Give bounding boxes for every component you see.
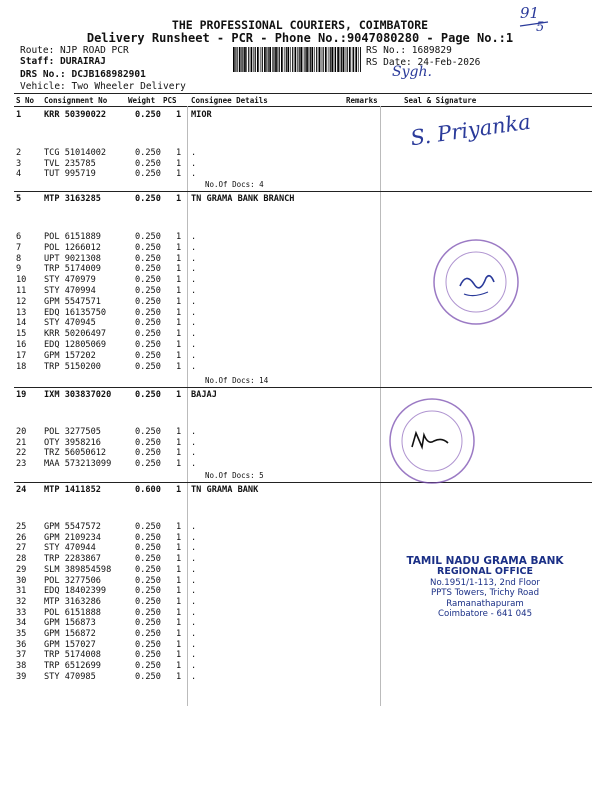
- bank-stamp-address: PPTS Towers, Trichy Road: [430, 588, 540, 598]
- handwritten-initials: Sygh.: [392, 64, 432, 80]
- route-text: Route: NJP ROAD PCR: [20, 45, 129, 56]
- cell-weight: 0.250: [135, 264, 161, 275]
- cell-pcs: 1: [176, 253, 182, 264]
- barcode-image: [233, 47, 361, 72]
- cell-weight: 0.250: [135, 232, 161, 242]
- cell-consignee: .: [191, 264, 197, 275]
- cell-weight: 0.250: [135, 629, 161, 639]
- cell-pcs: 1: [176, 286, 182, 296]
- cell-consignee: .: [191, 286, 197, 296]
- cell-weight: 0.250: [135, 253, 161, 264]
- cell-consignment: KRR 50206497: [44, 329, 107, 340]
- cell-sno: 22: [16, 448, 27, 459]
- cell-consignment: MAA 573213099: [44, 459, 112, 470]
- cell-weight: 0.250: [135, 307, 161, 318]
- cell-consignee: .: [191, 361, 197, 372]
- cell-weight: 0.250: [135, 361, 161, 372]
- cell-consignment: STY 470945: [44, 318, 96, 329]
- cell-sno: 38: [16, 661, 27, 672]
- cell-sno: 8: [16, 253, 22, 264]
- cell-sno: 2: [16, 148, 22, 158]
- cell-pcs: 1: [176, 564, 182, 575]
- cell-consignee: .: [191, 639, 197, 650]
- cell-pcs: 1: [176, 350, 182, 361]
- cell-sno: 13: [16, 307, 27, 318]
- cell-weight: 0.250: [135, 459, 161, 470]
- cell-consignment: POL 6151888: [44, 607, 101, 618]
- cell-consignee: .: [191, 671, 197, 682]
- cell-consignment: TRP 2283867: [44, 554, 101, 565]
- drs-text: DRS No.: DCJB168982901: [20, 69, 146, 80]
- runsheet-title: Delivery Runsheet - PCR - Phone No.:9047080280 - Page No.:1: [86, 31, 514, 45]
- cell-consignment: GPM 2109234: [44, 532, 101, 543]
- col-weight: Weight: [128, 96, 156, 105]
- cell-weight: 0.250: [135, 158, 161, 169]
- cell-pcs: 1: [176, 661, 182, 672]
- cell-consignee: .: [191, 618, 197, 629]
- cell-weight: 0.250: [135, 286, 161, 296]
- cell-pcs: 1: [176, 169, 182, 179]
- cell-sno: 30: [16, 575, 27, 586]
- cell-consignment: TRZ 56050612: [44, 448, 107, 459]
- cell-sno: 29: [16, 564, 27, 575]
- col-seal: Seal & Signature: [404, 96, 477, 105]
- cell-consignee: .: [191, 564, 197, 575]
- cell-weight: 0.250: [135, 671, 161, 682]
- cell-consignment: TRP 5174009: [44, 264, 101, 275]
- cell-consignee: MIOR: [191, 110, 212, 120]
- col-consignment: Consignment No: [44, 96, 108, 105]
- cell-consignee: .: [191, 448, 197, 459]
- cell-weight: 0.250: [135, 329, 161, 340]
- cell-consignment: IXM 303837020: [44, 390, 112, 400]
- round-seal-stamp: [386, 395, 478, 487]
- cell-sno: 35: [16, 629, 27, 639]
- rs-number: RS No.: 1689829: [366, 45, 452, 56]
- staff-text: Staff: DURAIRAJ: [20, 56, 106, 67]
- cell-weight: 0.250: [135, 596, 161, 607]
- cell-pcs: 1: [176, 650, 182, 661]
- cell-consignee: .: [191, 169, 197, 179]
- cell-pcs: 1: [176, 671, 182, 682]
- cell-consignment: TRP 6512699: [44, 661, 101, 672]
- cell-weight: 0.250: [135, 586, 161, 597]
- header-bottom-rule: [14, 106, 592, 107]
- bank-stamp-office: REGIONAL OFFICE: [437, 566, 533, 577]
- cell-sno: 12: [16, 296, 27, 307]
- cell-sno: 19: [16, 390, 27, 400]
- cell-consignee: .: [191, 427, 197, 437]
- cell-pcs: 1: [176, 618, 182, 629]
- group-doc-count: No.Of Docs: 5: [205, 471, 264, 480]
- cell-pcs: 1: [176, 275, 182, 286]
- cell-pcs: 1: [176, 307, 182, 318]
- cell-consignment: POL 3277506: [44, 575, 101, 586]
- cell-pcs: 1: [176, 437, 182, 448]
- cell-weight: 0.250: [135, 575, 161, 586]
- cell-pcs: 1: [176, 485, 182, 495]
- cell-consignment: TVL 235785: [44, 158, 96, 169]
- cell-consignee: .: [191, 350, 197, 361]
- cell-weight: 0.250: [135, 296, 161, 307]
- cell-consignment: EDQ 12805069: [44, 340, 107, 350]
- cell-consignee: .: [191, 437, 197, 448]
- col-consignee: Consignee Details: [191, 96, 268, 105]
- cell-consignee: .: [191, 629, 197, 639]
- cell-weight: 0.250: [135, 564, 161, 575]
- page-note-bottom: 5: [536, 20, 545, 35]
- cell-consignee: .: [191, 242, 197, 253]
- cell-consignee: .: [191, 253, 197, 264]
- col-pcs: PCS: [163, 96, 177, 105]
- cell-pcs: 1: [176, 459, 182, 470]
- cell-consignment: TCG 51014002: [44, 148, 107, 158]
- cell-sno: 7: [16, 242, 22, 253]
- signature-row1: S. Priyanka: [408, 109, 533, 151]
- cell-consignee: .: [191, 554, 197, 565]
- cell-weight: 0.250: [135, 639, 161, 650]
- cell-consignment: TUT 995719: [44, 169, 96, 179]
- cell-consignment: MTP 3163286: [44, 596, 101, 607]
- cell-pcs: 1: [176, 543, 182, 554]
- cell-consignment: GPM 157027: [44, 639, 96, 650]
- cell-sno: 31: [16, 586, 27, 597]
- cell-weight: 0.250: [135, 607, 161, 618]
- cell-pcs: 1: [176, 232, 182, 242]
- cell-pcs: 1: [176, 329, 182, 340]
- col-divider-consignee: [187, 106, 188, 706]
- cell-consignment: EDQ 18402399: [44, 586, 107, 597]
- cell-pcs: 1: [176, 242, 182, 253]
- cell-sno: 24: [16, 485, 27, 495]
- cell-weight: 0.250: [135, 554, 161, 565]
- page-note-divider: [518, 20, 550, 28]
- cell-pcs: 1: [176, 448, 182, 459]
- cell-consignee: .: [191, 607, 197, 618]
- cell-weight: 0.250: [135, 661, 161, 672]
- cell-pcs: 1: [176, 639, 182, 650]
- cell-sno: 4: [16, 169, 22, 179]
- group-rule: [14, 191, 592, 192]
- cell-pcs: 1: [176, 390, 182, 400]
- cell-weight: 0.250: [135, 522, 161, 532]
- cell-pcs: 1: [176, 575, 182, 586]
- cell-sno: 10: [16, 275, 27, 286]
- cell-consignment: MTP 3163285: [44, 194, 101, 204]
- cell-weight: 0.250: [135, 318, 161, 329]
- cell-weight: 0.250: [135, 242, 161, 253]
- cell-consignee: TN GRAMA BANK BRANCH: [191, 194, 295, 204]
- cell-consignee: .: [191, 329, 197, 340]
- cell-consignment: EDQ 16135750: [44, 307, 107, 318]
- cell-consignee: TN GRAMA BANK: [191, 485, 259, 495]
- cell-consignee: .: [191, 296, 197, 307]
- cell-consignment: GPM 156872: [44, 629, 96, 639]
- cell-sno: 34: [16, 618, 27, 629]
- vehicle-text: Vehicle: Two Wheeler Delivery: [20, 81, 186, 92]
- cell-weight: 0.250: [135, 543, 161, 554]
- cell-consignment: MTP 1411852: [44, 485, 101, 495]
- cell-sno: 5: [16, 194, 22, 204]
- cell-pcs: 1: [176, 361, 182, 372]
- cell-weight: 0.250: [135, 390, 161, 400]
- cell-weight: 0.250: [135, 532, 161, 543]
- cell-consignee: .: [191, 586, 197, 597]
- cell-weight: 0.250: [135, 618, 161, 629]
- cell-consignment: GPM 156873: [44, 618, 96, 629]
- cell-weight: 0.250: [135, 350, 161, 361]
- cell-sno: 36: [16, 639, 27, 650]
- cell-consignee: .: [191, 275, 197, 286]
- cell-consignment: OTY 3958216: [44, 437, 101, 448]
- cell-weight: 0.250: [135, 275, 161, 286]
- cell-sno: 25: [16, 522, 27, 532]
- cell-consignment: POL 1266012: [44, 242, 101, 253]
- cell-sno: 1: [16, 110, 22, 120]
- col-divider-remarks: [380, 106, 381, 706]
- cell-sno: 9: [16, 264, 22, 275]
- cell-sno: 20: [16, 427, 27, 437]
- header-top-rule: [14, 93, 592, 94]
- cell-consignment: UPT 9021308: [44, 253, 101, 264]
- cell-consignee: .: [191, 650, 197, 661]
- group-rule: [14, 482, 592, 483]
- cell-weight: 0.250: [135, 148, 161, 158]
- cell-consignee: .: [191, 459, 197, 470]
- cell-consignment: GPM 5547571: [44, 296, 101, 307]
- cell-consignee: .: [191, 532, 197, 543]
- cell-pcs: 1: [176, 532, 182, 543]
- cell-consignment: STY 470985: [44, 671, 96, 682]
- cell-pcs: 1: [176, 148, 182, 158]
- cell-sno: 28: [16, 554, 27, 565]
- cell-sno: 18: [16, 361, 27, 372]
- cell-sno: 32: [16, 596, 27, 607]
- cell-consignee: BAJAJ: [191, 390, 217, 400]
- cell-pcs: 1: [176, 596, 182, 607]
- cell-consignee: .: [191, 148, 197, 158]
- cell-consignment: POL 3277505: [44, 427, 101, 437]
- cell-sno: 11: [16, 286, 27, 296]
- cell-weight: 0.250: [135, 169, 161, 179]
- cell-pcs: 1: [176, 629, 182, 639]
- cell-sno: 16: [16, 340, 27, 350]
- cell-consignee: .: [191, 575, 197, 586]
- cell-pcs: 1: [176, 318, 182, 329]
- cell-sno: 23: [16, 459, 27, 470]
- cell-consignment: STY 470994: [44, 286, 96, 296]
- bank-stamp-address: Ramanathapuram: [446, 598, 524, 609]
- cell-sno: 21: [16, 437, 27, 448]
- cell-consignee: .: [191, 522, 197, 532]
- cell-sno: 33: [16, 607, 27, 618]
- cell-weight: 0.250: [135, 110, 161, 120]
- cell-consignee: .: [191, 232, 197, 242]
- cell-sno: 17: [16, 350, 27, 361]
- cell-weight: 0.250: [135, 427, 161, 437]
- cell-pcs: 1: [176, 586, 182, 597]
- cell-pcs: 1: [176, 522, 182, 532]
- cell-weight: 0.250: [135, 437, 161, 448]
- cell-pcs: 1: [176, 427, 182, 437]
- col-remarks: Remarks: [346, 96, 378, 105]
- cell-consignee: .: [191, 307, 197, 318]
- cell-consignment: POL 6151889: [44, 232, 101, 242]
- cell-consignment: STY 470979: [44, 275, 96, 286]
- col-sno: S No: [16, 96, 35, 105]
- cell-sno: 39: [16, 671, 27, 682]
- group-rule: [14, 387, 592, 388]
- cell-weight: 0.250: [135, 194, 161, 204]
- cell-consignee: .: [191, 340, 197, 350]
- cell-pcs: 1: [176, 607, 182, 618]
- cell-pcs: 1: [176, 340, 182, 350]
- cell-pcs: 1: [176, 158, 182, 169]
- bank-stamp-name: TAMIL NADU GRAMA BANK: [406, 555, 564, 567]
- cell-consignment: TRP 5150200: [44, 361, 101, 372]
- cell-consignment: GPM 5547572: [44, 522, 101, 532]
- company-title: THE PROFESSIONAL COURIERS, COIMBATORE: [171, 18, 429, 32]
- cell-pcs: 1: [176, 194, 182, 204]
- cell-consignment: GPM 157202: [44, 350, 96, 361]
- cell-consignee: .: [191, 661, 197, 672]
- cell-sno: 27: [16, 543, 27, 554]
- group-doc-count: No.Of Docs: 4: [205, 180, 264, 189]
- cell-sno: 37: [16, 650, 27, 661]
- cell-consignee: .: [191, 596, 197, 607]
- cell-weight: 0.250: [135, 650, 161, 661]
- page-note-top: 91: [520, 4, 540, 22]
- cell-consignment: KRR 50390022: [44, 110, 107, 120]
- cell-consignment: SLM 389854598: [44, 564, 112, 575]
- bank-stamp-address: Coimbatore - 641 045: [437, 609, 533, 619]
- bank-stamp-address: No.1951/1-113, 2nd Floor: [430, 577, 540, 588]
- cell-weight: 0.600: [135, 485, 161, 495]
- cell-pcs: 1: [176, 110, 182, 120]
- group-doc-count: No.Of Docs: 14: [205, 376, 269, 385]
- cell-consignment: TRP 5174008: [44, 650, 101, 661]
- cell-pcs: 1: [176, 296, 182, 307]
- rs-date: RS Date: 24-Feb-2026: [366, 57, 481, 68]
- cell-sno: 3: [16, 158, 22, 169]
- cell-sno: 26: [16, 532, 27, 543]
- cell-pcs: 1: [176, 264, 182, 275]
- cell-consignment: STY 470944: [44, 543, 96, 554]
- cell-weight: 0.250: [135, 448, 161, 459]
- cell-consignee: .: [191, 543, 197, 554]
- cell-sno: 14: [16, 318, 27, 329]
- cell-sno: 15: [16, 329, 27, 340]
- bank-stamp: [395, 555, 575, 620]
- cell-consignee: .: [191, 158, 197, 169]
- cell-sno: 6: [16, 232, 22, 242]
- cell-consignee: .: [191, 318, 197, 329]
- cell-weight: 0.250: [135, 340, 161, 350]
- round-seal-stamp: [430, 236, 522, 328]
- cell-pcs: 1: [176, 554, 182, 565]
